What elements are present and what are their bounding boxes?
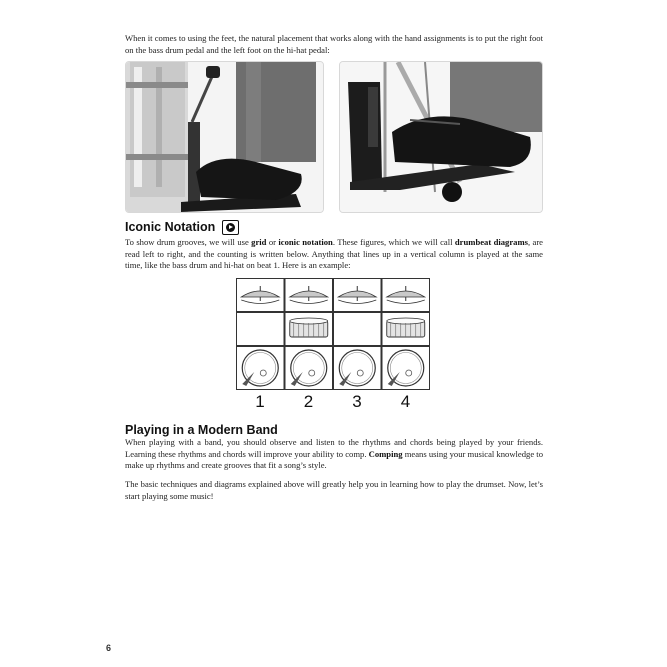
bass-drum-pedal-photo [125, 61, 324, 213]
bass-drum-icon [242, 350, 278, 386]
iconic-notation-paragraph: To show drum grooves, we will use grid or iconic notation. These figures, which we will call drumbeat diagrams, are read left to right, and the counting is written below. Anything that lines up in a vertical column is played at the same time, like the bass drum and hi-hat on beat 1. Here is an example: [125, 237, 543, 271]
modern-band-heading: Playing in a Modern Band [125, 423, 278, 437]
snare-icon [387, 318, 425, 337]
beat-number-4: 4 [400, 392, 411, 411]
bass-drum-icon [388, 350, 424, 386]
drumbeat-diagram [236, 278, 430, 390]
iconic-notation-heading: Iconic Notation [125, 220, 216, 234]
hi-hat-pedal-photo [339, 61, 543, 213]
modern-band-paragraph: When playing with a band, you should observe and listen to the rhythms and chords being played by your friends. Learning these rhythms and chords will improve your ability to comp. Comping means using your musical knowledge to make up rhythms and create grooves that fit a song’s style. [125, 437, 543, 471]
closing-paragraph: The basic techniques and diagrams explained above will greatly help you in learning how to play the drumset. Now, let’s start playing some music! [125, 479, 543, 501]
page-number: 6 [106, 643, 112, 653]
diagram-cell [237, 313, 285, 346]
beat-number-1: 1 [255, 392, 265, 411]
bass-drum-icon [291, 350, 327, 386]
beat-number-3: 3 [352, 392, 362, 411]
snare-icon [290, 318, 328, 337]
bass-drum-icon [339, 350, 375, 386]
intro-paragraph: When it comes to using the feet, the natural placement that works along with the hand assignments is to put the right foot on the bass drum pedal and the left foot on the hi-hat pedal: [125, 33, 543, 55]
beat-number-2: 2 [303, 392, 314, 411]
play-video-icon[interactable] [222, 220, 239, 235]
diagram-cell [334, 313, 382, 346]
